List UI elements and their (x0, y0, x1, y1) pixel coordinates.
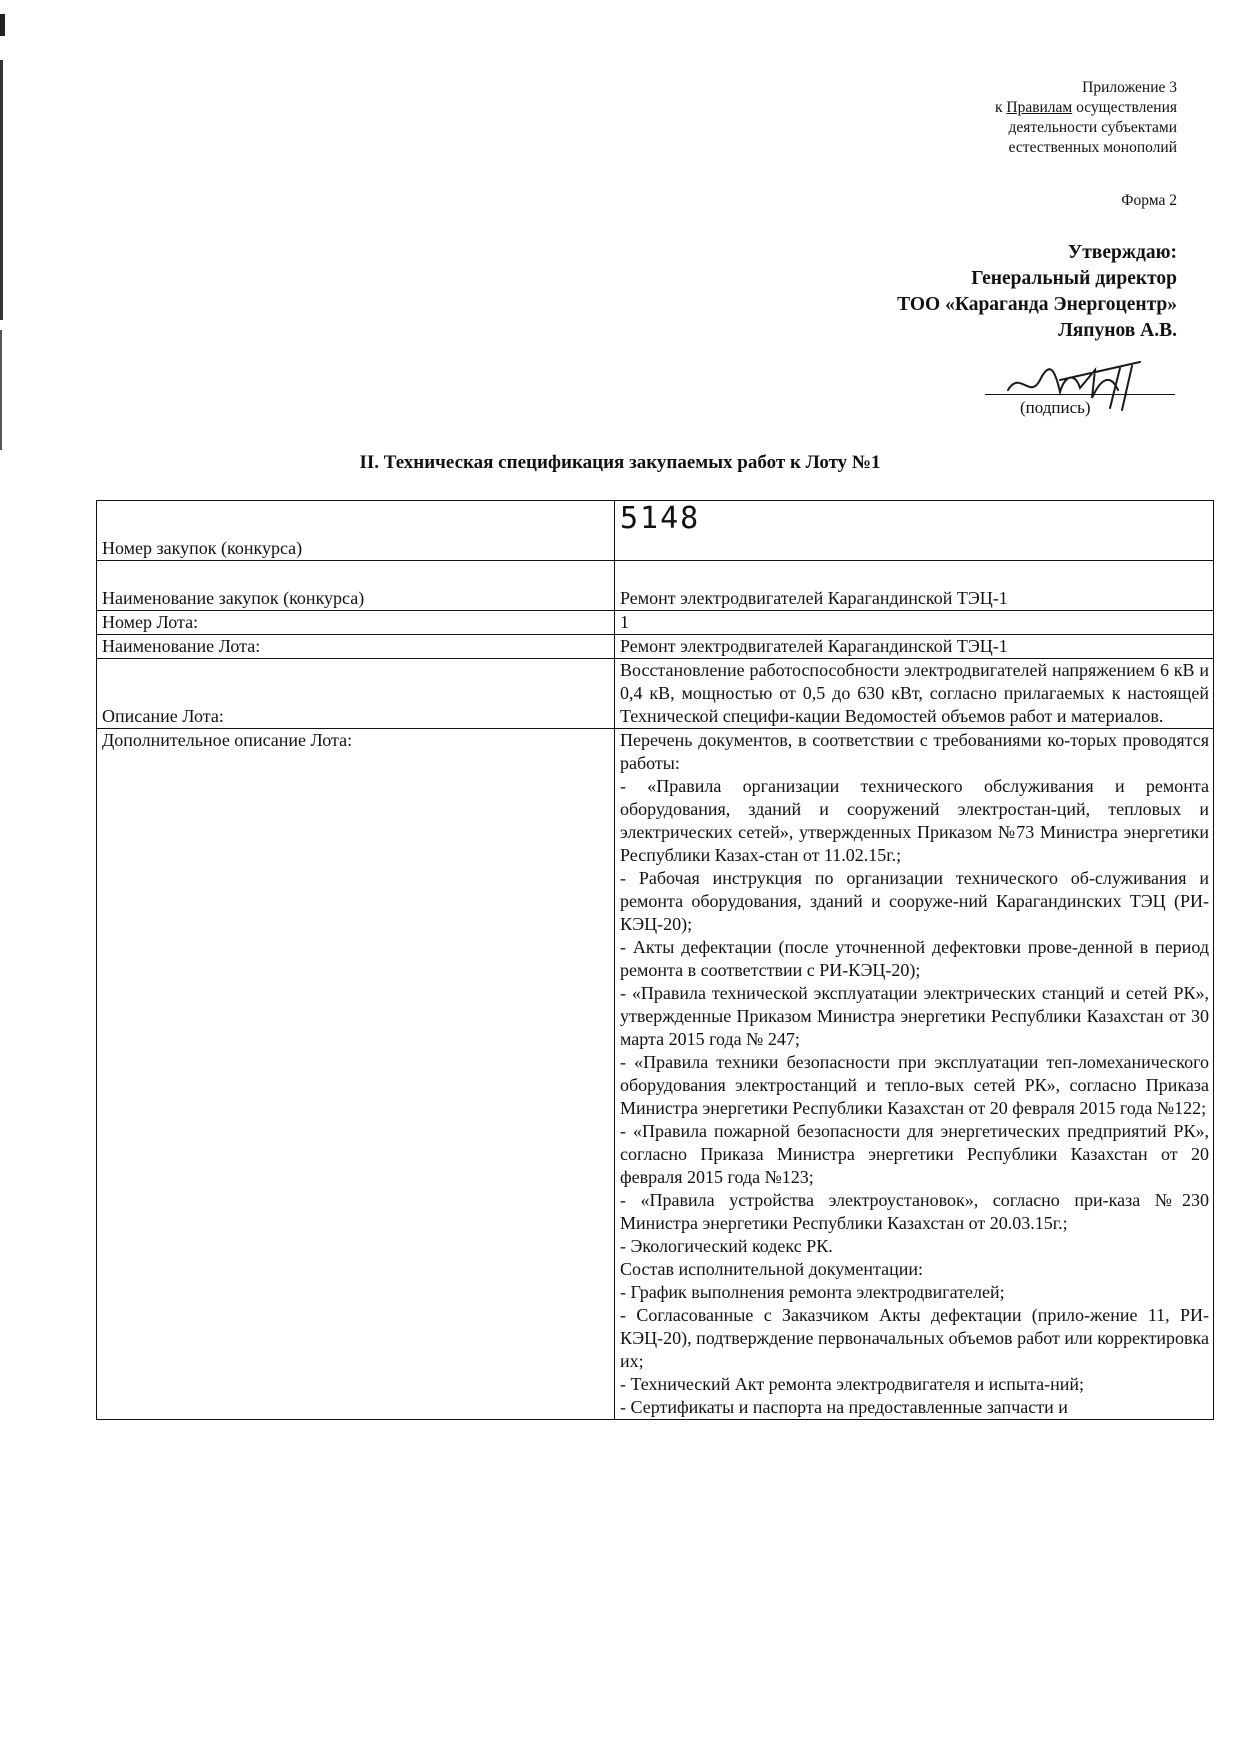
scan-mark (0, 60, 3, 320)
row-label: Наименование закупок (конкурса) (97, 561, 615, 611)
row-value-list (615, 729, 1214, 1420)
appendix-line-1: Приложение 3 (1082, 79, 1177, 96)
row-label: Дополнительное описание Лота: (97, 729, 615, 1420)
appendix-line-4: естественных монополий (1008, 139, 1177, 156)
row-value: Ремонт электродвигателей Карагандинской ТЭЦ-1 (615, 561, 1214, 611)
appendix-line-2-prefix: к (994, 99, 1007, 116)
row-value: Восстановление работоспособности электродвигателей напряжением 6 кВ и 0,4 кВ, мощностью от 0,5 до 630 кВт, согласно прилагаемых к настоящей Технической специфи-кации Ведомостей объемов работ и материалов. (615, 659, 1214, 729)
appendix-line-3: деятельности субъектами (1008, 119, 1177, 136)
table-row (97, 611, 1214, 635)
row-label: Номер закупок (конкурса) (97, 501, 615, 561)
list-item: - График выполнения ремонта электродвигателей; (620, 1282, 1005, 1302)
list-item: Состав исполнительной документации: (620, 1259, 923, 1279)
list-item: - «Правила устройства электроустановок», согласно при-каза №230 Министра энергетики Республики Казахстан от 20.03.15г.; (620, 1190, 1209, 1233)
appendix-header (857, 78, 1177, 158)
table-row (97, 729, 1214, 1420)
approval-company: ТОО «Караганда Энергоцентр» (897, 294, 1177, 315)
table-row (97, 501, 1214, 561)
list-item: - Рабочая инструкция по организации технического об-служивания и ремонта оборудования, зданий и сооруже-ний Карагандинских ТЭЦ (РИ-КЭЦ-20); (620, 868, 1209, 934)
signature-caption: (подпись) (1020, 398, 1091, 417)
scan-mark (0, 14, 5, 36)
signature-line (985, 394, 1175, 395)
specification-table (96, 500, 1214, 1420)
row-label: Номер Лота: (97, 611, 615, 635)
approval-position: Генеральный директор (971, 268, 1177, 289)
approval-block (757, 240, 1177, 344)
list-item: - Согласованные с Заказчиком Акты дефектации (прило-жение 11, РИ-КЭЦ-20), подтверждение первоначальных объемов работ или корректировка их; (620, 1305, 1209, 1371)
list-item: - «Правила технической эксплуатации электрических станций и сетей РК», утвержденные Приказом Министра энергетики Республики Казахстан от 30 марта 2015 года № 247; (620, 983, 1209, 1049)
list-item: - Экологический кодекс РК. (620, 1236, 833, 1256)
row-value (615, 501, 1214, 561)
row-value: 1 (615, 611, 1214, 635)
list-item: - «Правила пожарной безопасности для энергетических предприятий РК», согласно Приказа Министра энергетики Республики Казахстан от 20 февраля 2015 года №123; (620, 1121, 1209, 1187)
document-title: II. Техническая спецификация закупаемых работ к Лоту №1 (359, 452, 881, 473)
appendix-line-2-suffix: осуществления (1072, 99, 1177, 116)
row-label: Наименование Лота: (97, 635, 615, 659)
appendix-line-2 (857, 98, 1177, 118)
list-item: - «Правила техники безопасности при эксплуатации теп-ломеханического оборудования электростанций и тепло-вых сетей РК», согласно Приказа Министра энергетики Республики Казахстан от 20 февраля 2015 года №122; (620, 1052, 1209, 1118)
row-label: Описание Лота: (97, 659, 615, 729)
list-item: Перечень документов, в соответствии с требованиями ко-торых проводятся работы: (620, 730, 1209, 773)
table-row (97, 635, 1214, 659)
table-row (97, 561, 1214, 611)
list-item: - Сертификаты и паспорта на предоставленные запчасти и (620, 1397, 1068, 1417)
scan-mark (0, 330, 2, 450)
list-item: - «Правила организации технического обслуживания и ремонта оборудования, зданий и сооружений электростан-ций, тепловых и электрических сетей», утвержденных Приказом №73 Министра энергетики Республики Казах-стан от 11.02.15г.; (620, 776, 1209, 865)
form-number: Форма 2 (1121, 192, 1177, 209)
approval-name: Ляпунов А.В. (1058, 320, 1177, 341)
approval-title: Утверждаю: (1067, 242, 1177, 263)
rules-link[interactable]: Правилам (1006, 99, 1073, 116)
list-item: - Акты дефектации (после уточненной дефектовки прове-денной в период ремонта в соответствии с РИ-КЭЦ-20); (620, 937, 1209, 980)
table-row (97, 659, 1214, 729)
list-item: - Технический Акт ремонта электродвигателя и испыта-ний; (620, 1374, 1084, 1394)
row-value: Ремонт электродвигателей Карагандинской ТЭЦ-1 (615, 635, 1214, 659)
purchase-number-handwritten: 5148 (620, 501, 701, 536)
